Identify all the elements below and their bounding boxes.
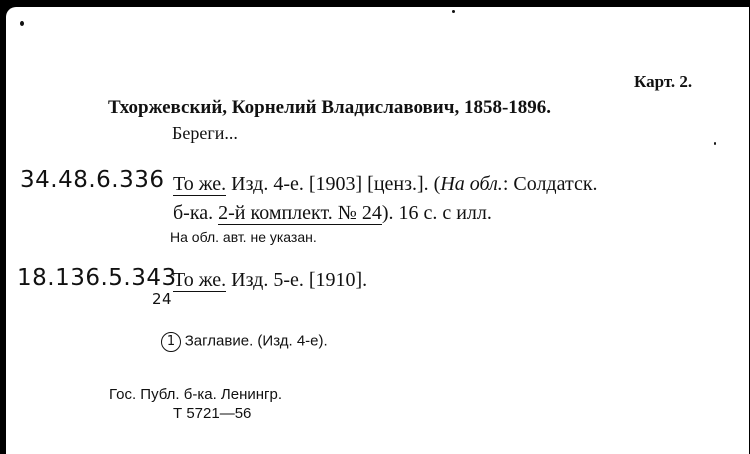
ink-speck [714,142,716,145]
catalog-card [6,7,749,454]
entry1-library-abbrev: б-ка. [173,202,214,224]
title-text: Береги... [172,123,238,143]
entry1-note: На обл. авт. не указан. [170,229,317,245]
same-as-above-1: То же. [173,173,227,195]
tracing-text: Заглавие. (Изд. 4-е). [184,332,328,350]
ink-speck [20,21,24,26]
shelfmark-2: 18.136.5.343 [17,265,177,291]
entry1-series: : Солдатск. [502,173,598,195]
entry1-line1 [173,174,598,194]
entry1-set-number: 2-й комплект. № 24 [218,202,382,224]
entry1-pages: ). 16 с. с илл. [381,202,492,224]
same-as-above-2: То же. [173,269,227,291]
author-heading: Тхоржевский, Корнелий Владиславович, 1858-1896. [108,97,552,118]
entry1-edition: Изд. 4-е. [1903] [ценз.]. ( [231,173,441,195]
card-number-label: Карт. 2. [634,72,693,91]
entry1-cover-note: На обл. [440,173,503,195]
shelfmark-1: 34.48.6.336 [20,167,165,193]
library-name: Гос. Публ. б-ка. Ленингр. [109,386,283,403]
library-code: Т 5721—56 [173,405,252,422]
tracing-line [161,332,328,352]
entry2-edition: Изд. 5-е. [1910]. [231,269,368,291]
tracing-number-circle: 1 [161,332,181,352]
shelfmark-2-sub: 24 [152,290,173,308]
entry1-line2 [173,203,492,223]
entry2-line [173,270,367,290]
ink-speck [452,10,455,13]
